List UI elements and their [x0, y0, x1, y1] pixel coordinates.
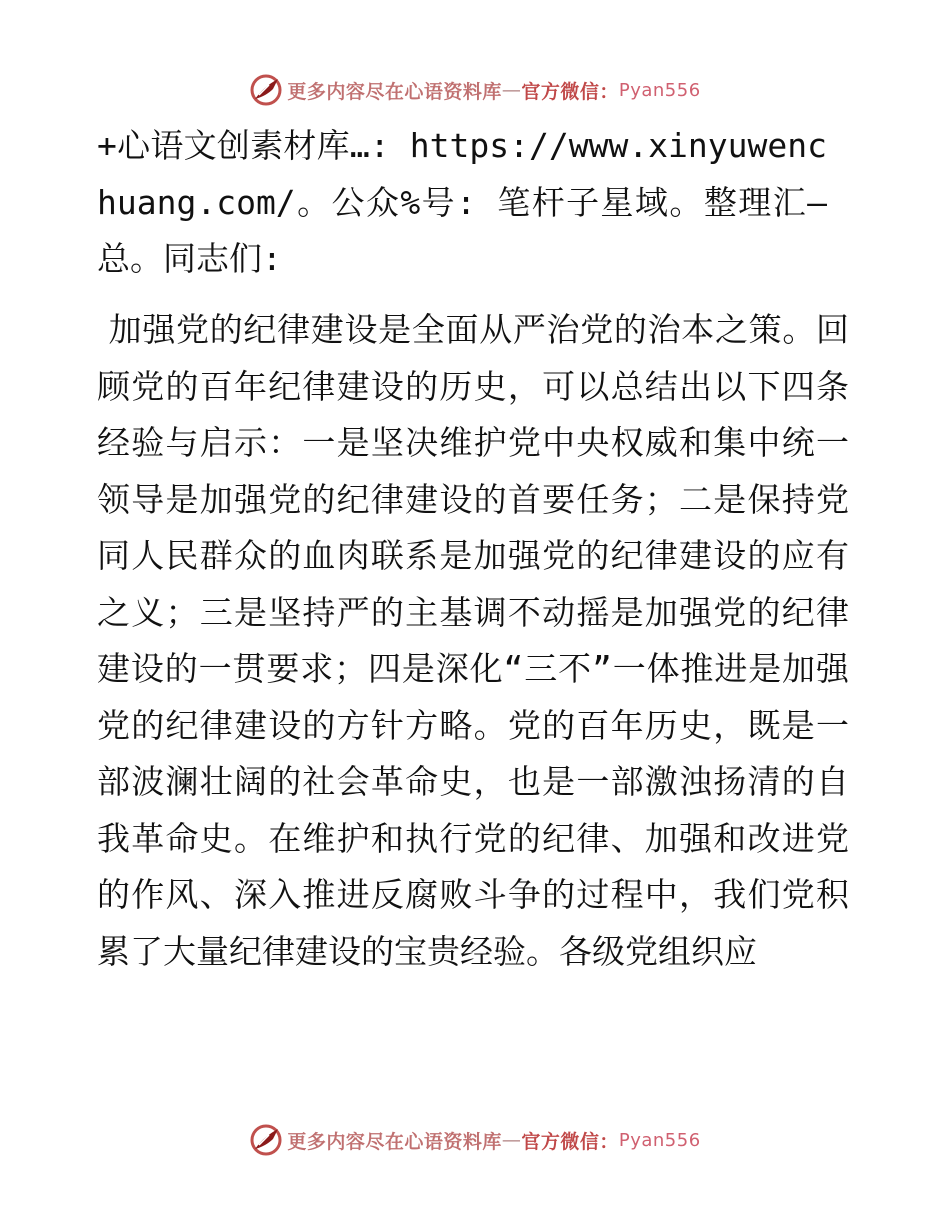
intro-paragraph: +心语文创素材库…: https://www.xinyuwenchuang.com/。公众%号: 笔杆子星域。整理汇—总。同志们: [97, 126, 827, 278]
pen-nib-circle-icon [249, 73, 283, 107]
banner-dash: — [501, 79, 522, 101]
footer-banner [0, 1122, 950, 1158]
banner-wechat-label: 官方微信： [521, 80, 619, 103]
main-paragraph [97, 302, 849, 980]
pen-nib-circle-icon [249, 1123, 283, 1157]
banner-dash: — [501, 1129, 522, 1151]
banner-wechat-id: Pyan556 [618, 79, 701, 101]
banner-wechat-label: 官方微信： [521, 1130, 619, 1153]
banner-lead-text: 更多内容尽在心语资料库 [287, 1130, 502, 1153]
header-banner [0, 72, 950, 108]
banner-wechat-id: Pyan556 [618, 1129, 701, 1151]
banner-lead-text: 更多内容尽在心语资料库 [287, 80, 502, 103]
main-paragraph-text: 加强党的纪律建设是全面从严治党的治本之策。回顾党的百年纪律建设的历史，可以总结出以下四条经验与启示：一是坚决维护党中央权威和集中统一领导是加强党的纪律建设的首要任务；二是保持党同人民群众的血肉联系是加强党的纪律建设的应有之义；三是坚持严的主基调不动摇是加强党的纪律建设的一贯要求；四是深化“三不”一体推进是加强党的纪律建设的方针方略。党的百年历史，既是一部波澜壮阔的社会革命史，也是一部激浊扬清的自我革命史。在维护和执行党的纪律、加强和改进党的作风、深入推进反腐败斗争的过程中，我们党积累了大量纪律建设的宝贵经验。各级党组织应 [97, 310, 849, 971]
